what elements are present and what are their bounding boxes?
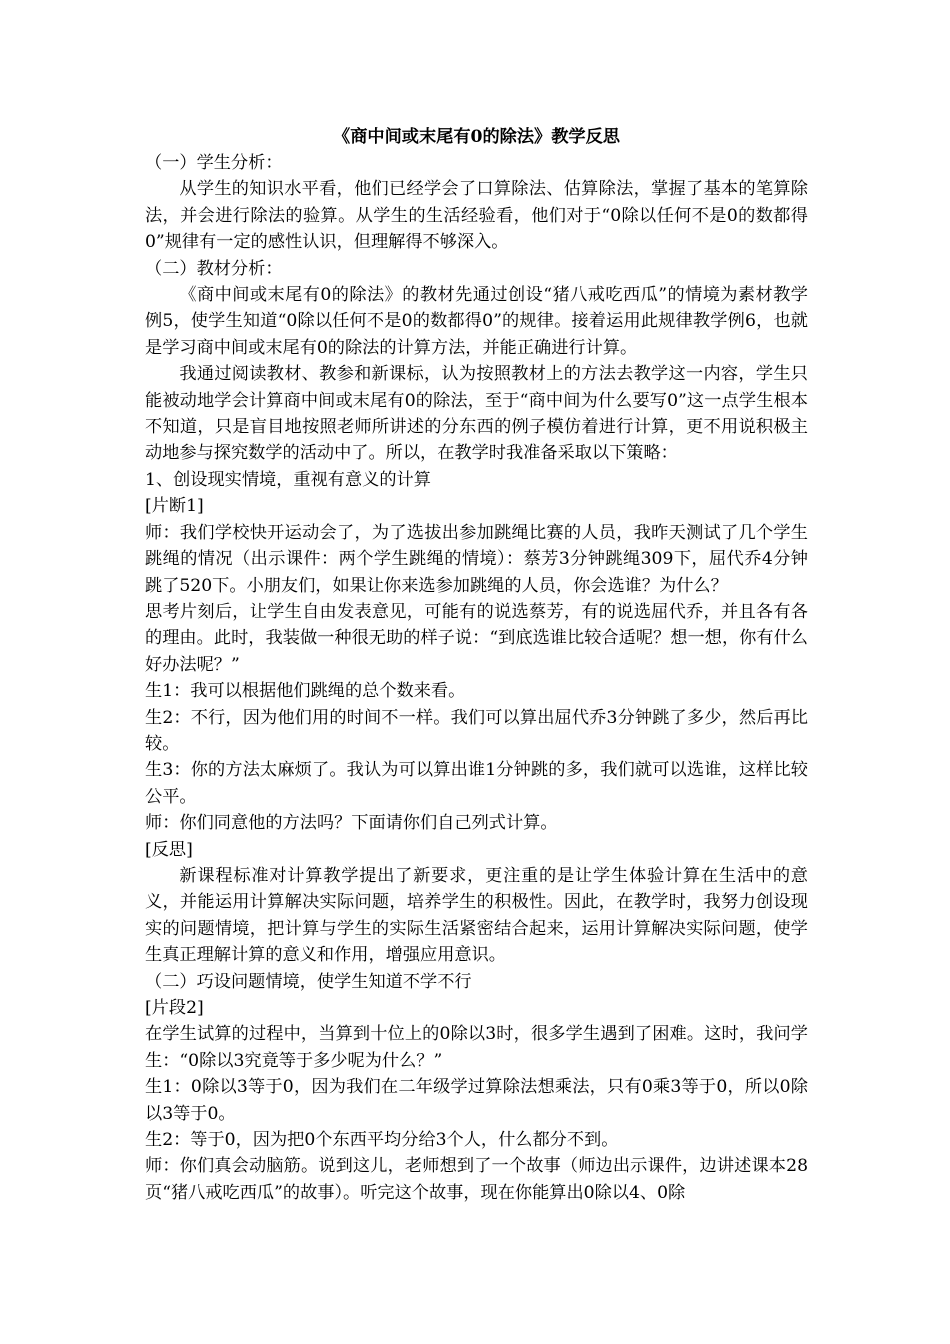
- paragraph: （二）教材分析：: [145, 258, 283, 279]
- paragraph: [反思]: [145, 839, 193, 860]
- paragraph: 生2：等于0，因为把0个东西平均分给3个人，什么都分不到。: [145, 1130, 619, 1151]
- paragraph: 1、创设现实情境，重视有意义的计算: [145, 469, 431, 490]
- paragraph: 师：你们同意他的方法吗？下面请你们自己列式计算。: [145, 813, 558, 834]
- paragraph: 师：我们学校快开运动会了，为了选拔出参加跳绳比赛的人员，我昨天测试了几个学生跳绳的情况（出示课件：两个学生跳绳的情境）：蔡芳3分钟跳绳309下，屈代乔4分钟跳了520下。小朋友们，如果让你来选参加跳绳的人员，你会选谁？为什么？: [145, 522, 808, 596]
- document-body: [145, 150, 808, 1206]
- paragraph: 《商中间或末尾有0的除法》的教材先通过创设“猪八戒吃西瓜”的情境为素材教学例5，使学生知道“0除以任何不是0的数都得0”的规律。接着运用此规律教学例6，也就是学习商中间或末尾有0的除法的计算方法，并能正确进行计算。: [145, 285, 808, 358]
- paragraph: 从学生的知识水平看，他们已经学会了口算除法、估算除法，掌握了基本的笔算除法，并会进行除法的验算。从学生的生活经验看，他们对于“0除以任何不是0的数都得0”规律有一定的感性认识，但理解得不够深入。: [145, 179, 808, 253]
- paragraph: 在学生试算的过程中，当算到十位上的0除以3时，很多学生遇到了困难。这时，我问学生：“0除以3究竟等于多少呢为什么？”: [145, 1024, 808, 1071]
- paragraph: （二）巧设问题情境，使学生知道不学不行: [145, 971, 472, 992]
- paragraph: 生1：我可以根据他们跳绳的总个数来看。: [145, 681, 466, 702]
- paragraph: 新课程标准对计算教学提出了新要求，更注重的是让学生体验计算在生活中的意义，并能运用计算解决实际问题，培养学生的积极性。因此，在教学时，我努力创设现实的问题情境，把计算与学生的实际生活紧密结合起来，运用计算解决实际问题，使学生真正理解计算的意义和作用，增强应用意识。: [145, 865, 808, 966]
- document-page: [145, 124, 808, 1206]
- paragraph: [片段2]: [145, 998, 204, 1018]
- paragraph: 生1：0除以3等于0，因为我们在二年级学过算除法想乘法，只有0乘3等于0，所以0除以3等于0。: [145, 1077, 808, 1124]
- paragraph: [片断1]: [145, 496, 204, 517]
- paragraph: 生3：你的方法太麻烦了。我认为可以算出谁1分钟跳的多，我们就可以选谁，这样比较公平。: [145, 760, 808, 807]
- paragraph: 思考片刻后，让学生自由发表意见，可能有的说选蔡芳，有的说选屈代乔，并且各有各的理由。此时，我装做一种很无助的样子说：“到底选谁比较合适呢？想一想，你有什么好办法呢？”: [145, 601, 808, 675]
- document-title: 《商中间或末尾有0的除法》教学反思: [333, 127, 620, 147]
- paragraph: 生2：不行，因为他们用的时间不一样。我们可以算出屈代乔3分钟跳了多少，然后再比较。: [145, 707, 808, 754]
- paragraph: 我通过阅读教材、教参和新课标，认为按照教材上的方法去教学这一内容，学生只能被动地学会计算商中间或末尾有0的除法，至于“商中间为什么要写0”这一点学生根本不知道，只是盲目地按照老师所讲述的分东西的例子模仿着进行计算，更不用说积极主动地参与探究数学的活动中了。所以，在教学时我准备采取以下策略：: [145, 364, 808, 464]
- paragraph: （一）学生分析：: [145, 153, 283, 173]
- paragraph: 师：你们真会动脑筋。说到这儿，老师想到了一个故事（师边出示课件，边讲述课本28页“猪八戒吃西瓜”的故事）。听完这个故事，现在你能算出0除以4、0除: [145, 1156, 808, 1203]
